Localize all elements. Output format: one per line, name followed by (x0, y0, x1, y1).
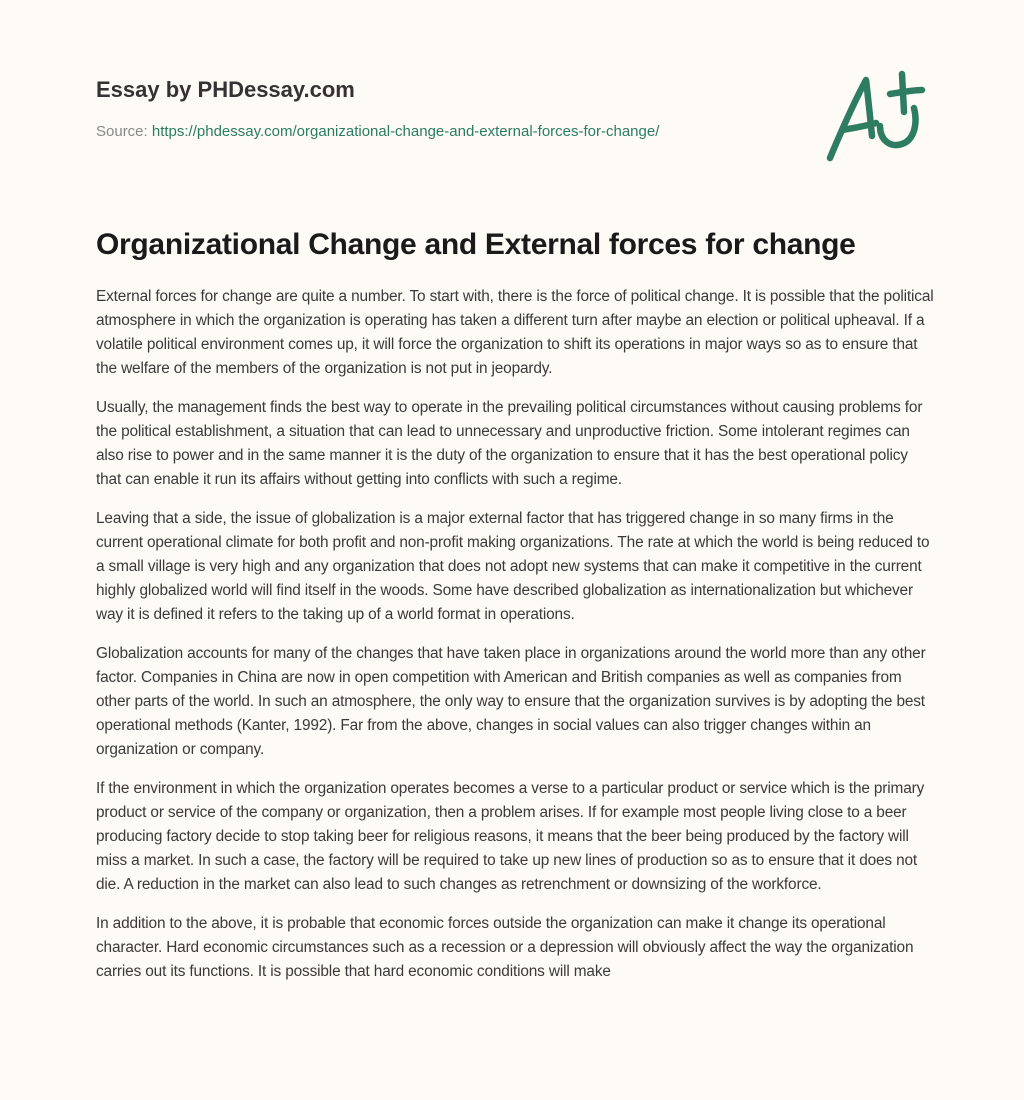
essay-title: Organizational Change and External forces for change (96, 228, 856, 261)
essay-paragraph: Leaving that a side, the issue of globalization is a major external factor that has triggered change in so many firms in the current operational climate for both profit and non-profit making organizations. The rate at which the world is being reduced to a small village is very high and any organization that does not adopt new systems that can make it competitive in the current highly globalized world will find itself in the woods. Some have described globalization as internationalization but whichever way it is defined it refers to the taking up of a world format in operations. (96, 510, 930, 623)
essay-paragraph: Globalization accounts for many of the changes that have taken place in organizations around the world more than any other factor. Companies in China are now in open competition with American and British companies as well as companies from other parts of the world. In such an atmosphere, the only way to ensure that the organization survives is by adopting the best operational methods (Kanter, 1992). Far from the above, changes in social values can also trigger changes within an organization or company. (96, 645, 926, 758)
essay-paragraph: Usually, the management finds the best way to operate in the prevailing political circumstances without causing problems for the political establishment, a situation that can lead to unnecessary and unproductive friction. Some intolerant regimes can also rise to power and in the same manner it is the duty of the organization to ensure that it has the best operational policy that can enable it run its affairs without getting into conflicts with such a regime. (96, 399, 923, 488)
essay-body (96, 285, 936, 999)
essay-paragraph: If the environment in which the organization operates becomes a verse to a particular product or service which is the primary product or service of the company or organization, then a problem arises. If for example most people living close to a beer producing factory decide to stop taking beer for religious reasons, it means that the beer being produced by the factory will miss a market. In such a case, the factory will be required to take up new lines of production so as to ensure that it does not die. A reduction in the market can also lead to such changes as retrenchment or downsizing of the workforce. (96, 780, 925, 893)
site-title: Essay by PHDessay.com (96, 77, 355, 102)
source-line (96, 122, 796, 142)
page-header (96, 74, 796, 142)
essay-paragraph: External forces for change are quite a number. To start with, there is the force of political change. It is possible that the political atmosphere in which the organization is operating has taken a different turn after maybe an election or political upheaval. If a volatile political environment comes up, it will force the organization to shift its operations in major ways so as to ensure that the welfare of the members of the organization is not put in jeopardy. (96, 288, 934, 377)
essay-paragraph: In addition to the above, it is probable that economic forces outside the organization can make it change its operational character. Hard economic circumstances such as a recession or a depression will obviously affect the way the organization carries out its functions. It is possible that hard economic conditions will make (96, 915, 914, 980)
source-link[interactable]: https://phdessay.com/organizational-change-and-external-forces-for-change/ (151, 123, 660, 140)
source-label: Source: (96, 123, 148, 140)
a-plus-grade-icon (818, 66, 934, 168)
